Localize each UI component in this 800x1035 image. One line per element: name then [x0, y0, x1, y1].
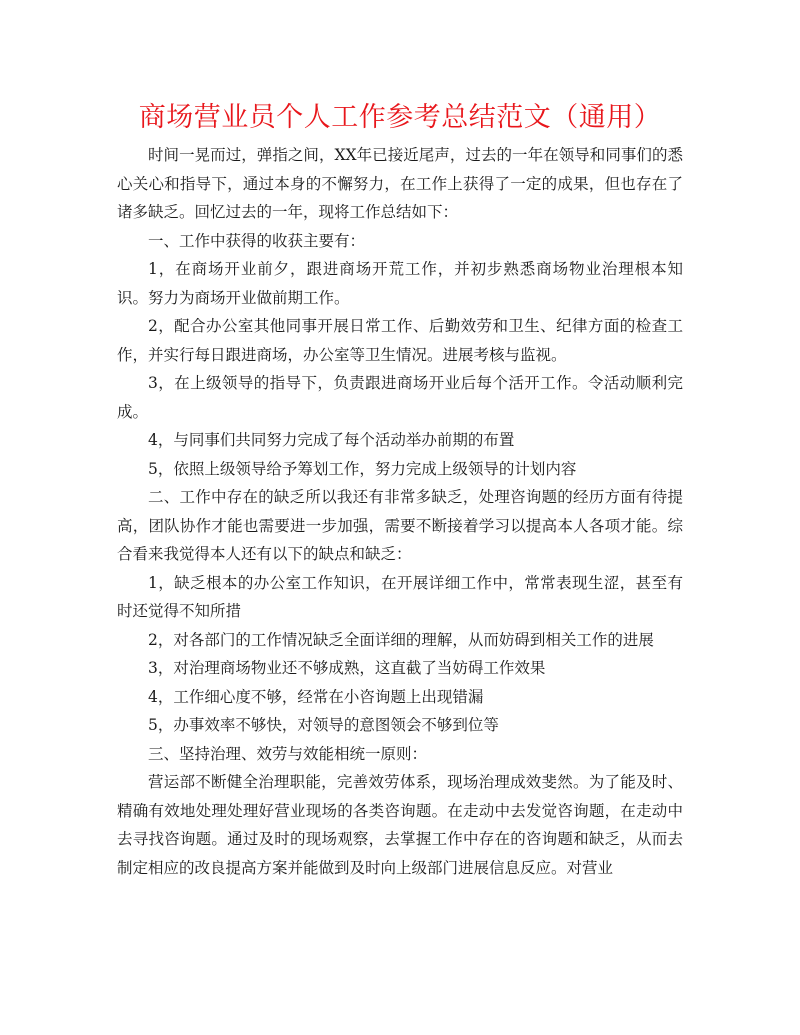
list-item: 1，在商场开业前夕，跟进商场开荒工作，并初步熟悉商场物业治理根本知识。努力为商场开业做前期工作。 [117, 260, 683, 307]
document-title: 商场营业员个人工作参考总结范文（通用） [138, 102, 662, 133]
list-item: 1，缺乏根本的办公室工作知识，在开展详细工作中，常常表现生涩，甚至有时还觉得不知所措 [117, 573, 683, 620]
list-item: 4，与同事们共同努力完成了每个活动举办前期的布置 [148, 431, 515, 449]
list-item: 2，配合办公室其他同事开展日常工作、后勤效劳和卫生、纪律方面的检查工作，并实行每日跟进商场，办公室等卫生情况。进展考核与监视。 [117, 317, 683, 364]
list-item: 2，对各部门的工作情况缺乏全面详细的理解，从而妨碍到相关工作的进展 [148, 630, 654, 649]
document-body [117, 141, 683, 882]
paragraph-operations: 营运部不断健全治理职能，完善效劳体系，现场治理成效斐然。为了能及时、精确有效地处理处理好营业现场的各类咨询题。在走动中去发觉咨询题，在走动中去寻找咨询题。通过及时的现场观察，去掌握工作中存在的咨询题和缺乏，从而去制定相应的改良提高方案并能做到及时向上级部门进展信息反应。对营业 [117, 773, 683, 877]
section-heading-gains: 一、工作中获得的收获主要有： [148, 231, 366, 250]
list-item: 3，对治理商场物业还不够成熟，这直截了当妨碍工作效果 [148, 659, 546, 677]
list-item: 3，在上级领导的指导下，负责跟进商场开业后每个活开工作。令活动顺利完成。 [117, 374, 683, 421]
list-item: 5，办事效率不够快，对领导的意图领会不够到位等 [148, 716, 499, 734]
list-item: 5，依照上级领导给予筹划工作，努力完成上级领导的计划内容 [148, 459, 577, 478]
section-heading-principles: 三、坚持治理、效劳与效能相统一原则： [148, 744, 428, 763]
list-item: 4，工作细心度不够，经常在小咨询题上出现错漏 [148, 687, 484, 706]
section-heading-shortcomings: 二、工作中存在的缺乏所以我还有非常多缺乏，处理咨询题的经历方面有待提高，团队协作才能也需要进一步加强，需要不断接着学习以提高本人各项才能。综合看来我觉得本人还有以下的缺点和缺乏： [117, 488, 683, 563]
paragraph-intro: 时间一晃而过，弹指之间，XX年已接近尾声，过去的一年在领导和同事们的悉心关心和指导下，通过本身的不懈努力，在工作上获得了一定的成果，但也存在了诸多缺乏。回忆过去的一年，现将工作总结如下： [117, 146, 683, 221]
